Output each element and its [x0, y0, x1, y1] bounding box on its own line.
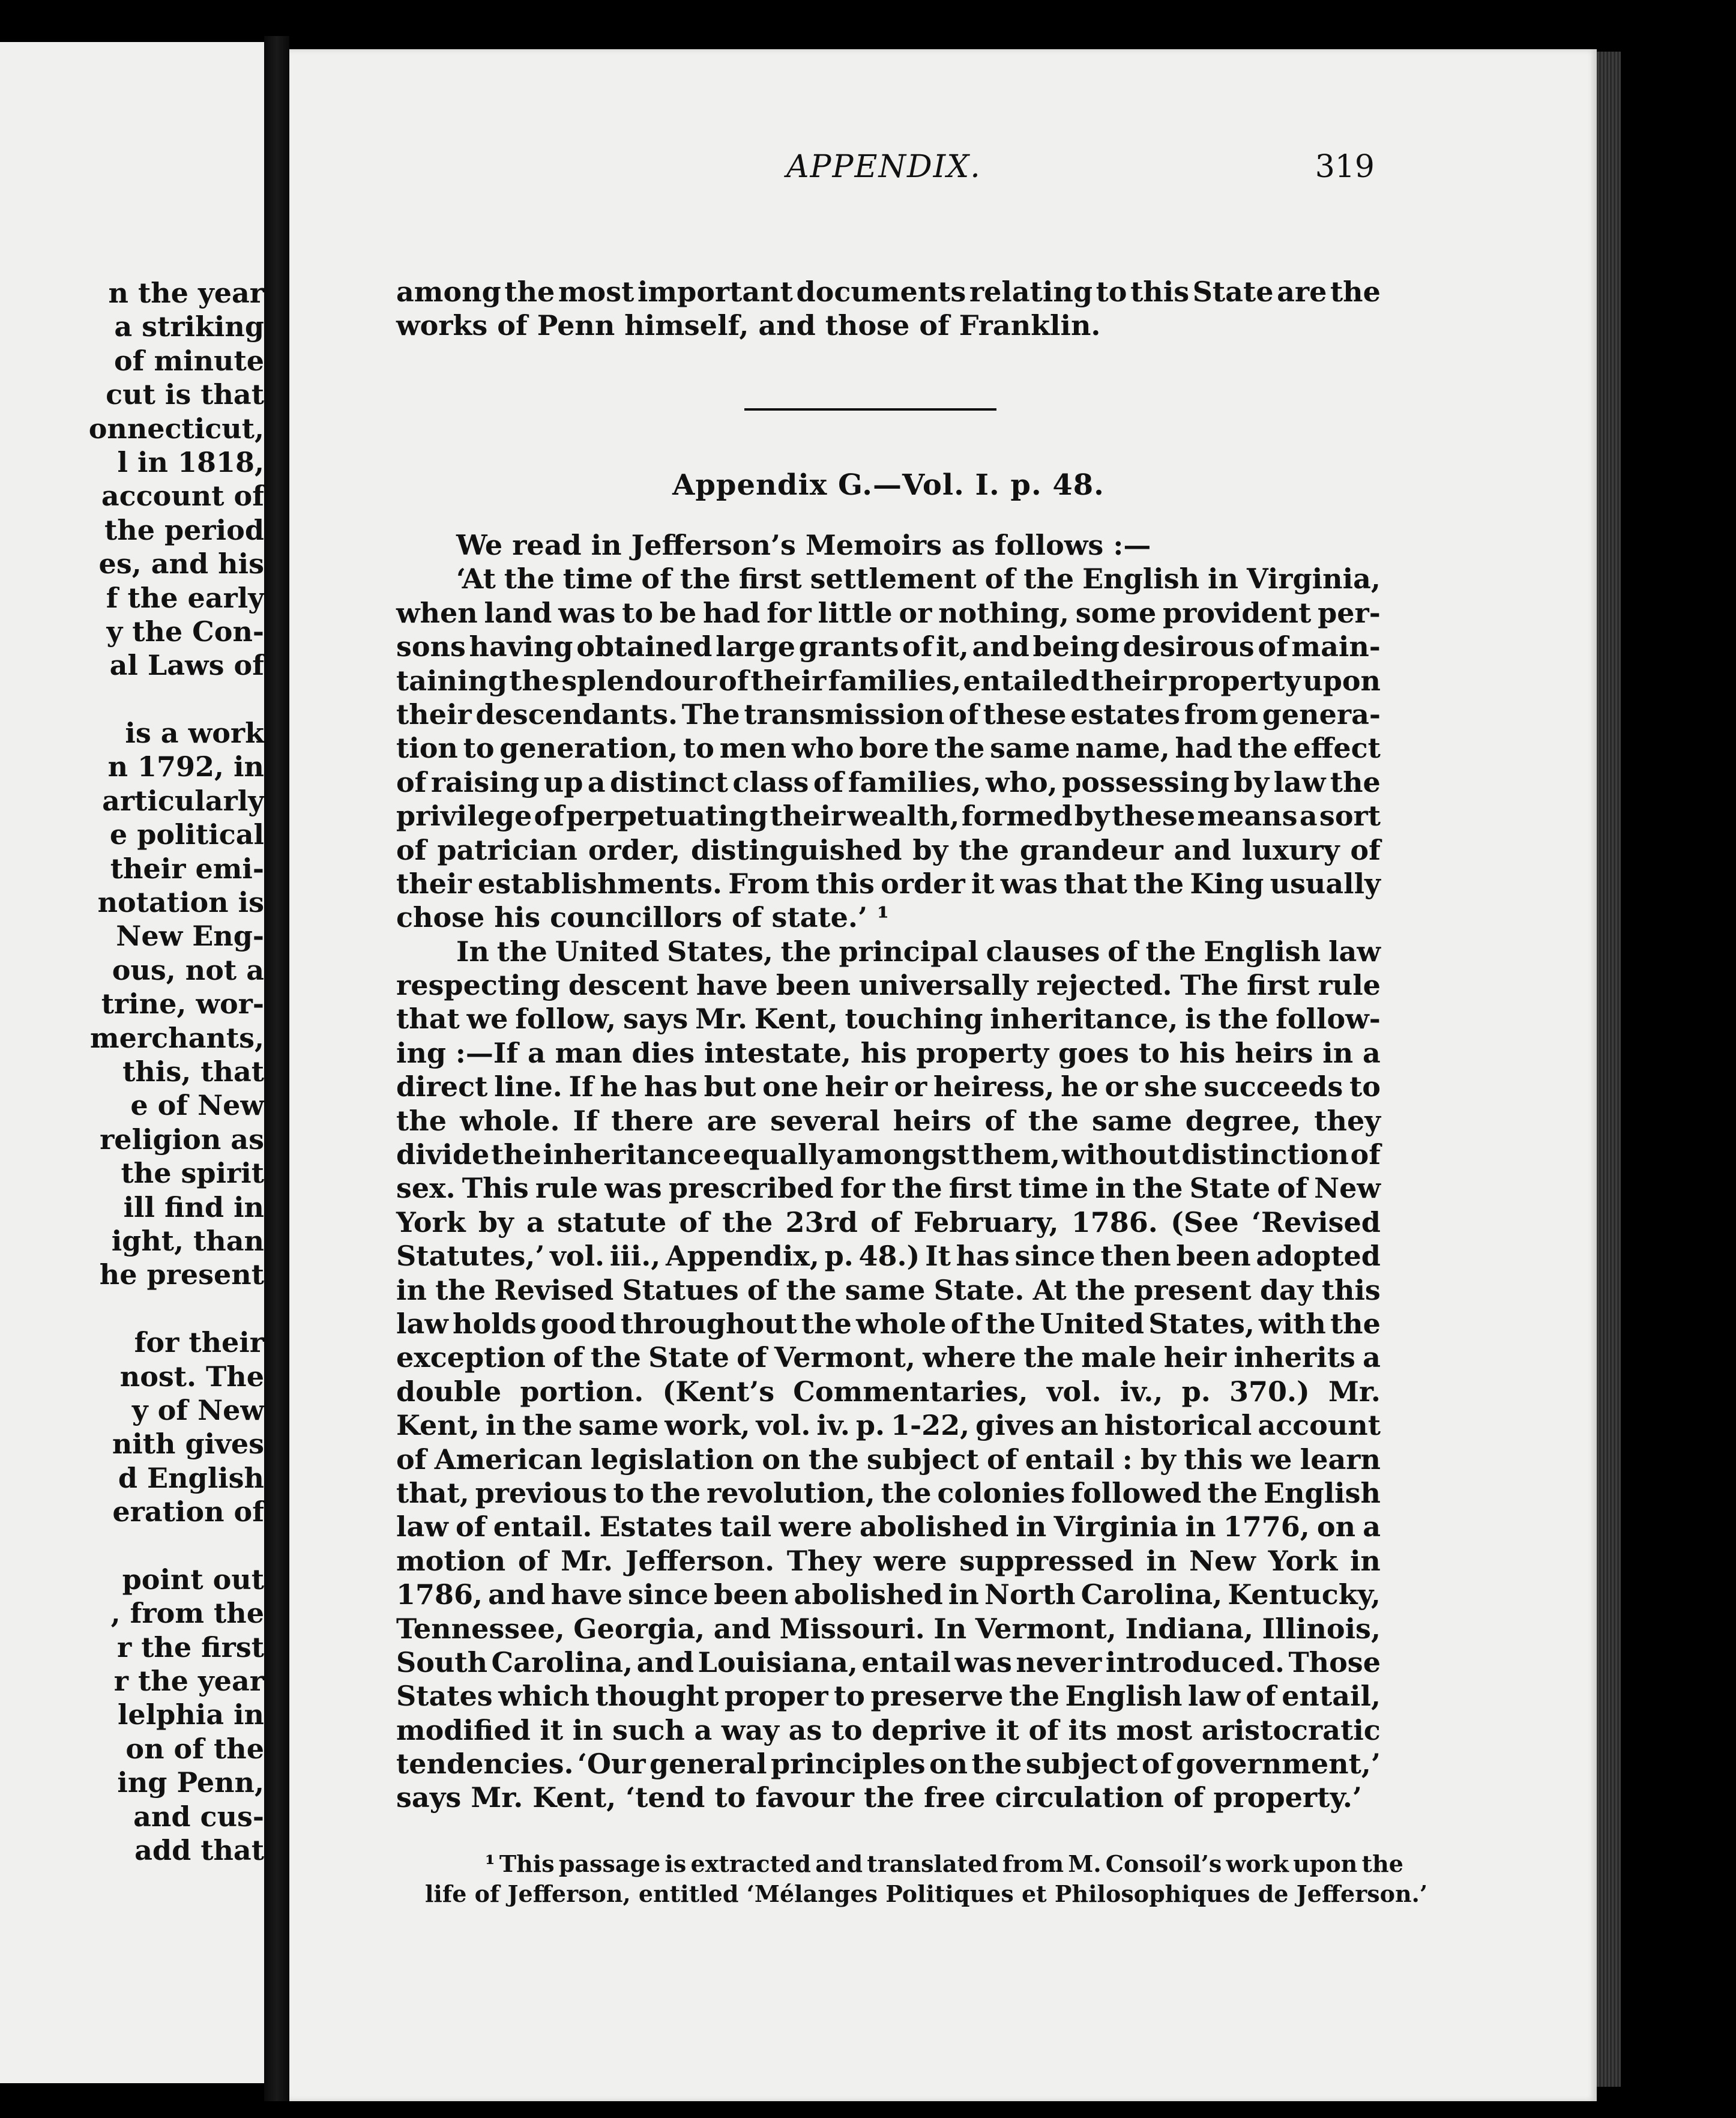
- left-facing-page: [0, 42, 264, 2083]
- left-page-line: nost. The: [119, 1360, 264, 1393]
- left-page-line: add that: [134, 1833, 264, 1866]
- left-page-line: on of the: [125, 1732, 264, 1765]
- text-line: law holds good throughout the whole of the United States, with the: [396, 1307, 1381, 1340]
- text-line: taining the splendour of their families, entailed their property upon: [396, 664, 1381, 697]
- left-page-line: he present: [99, 1258, 264, 1291]
- text-line: works of Penn himself, and those of Franklin.: [396, 309, 1101, 342]
- left-page-line: ing Penn,: [117, 1766, 264, 1799]
- text-line: chose his councillors of state.’ ¹: [396, 901, 890, 934]
- left-page-line: [89, 683, 264, 716]
- left-page-line: cut is that: [106, 378, 264, 411]
- running-title: APPENDIX.: [786, 149, 981, 185]
- text-line: that, previous to the revolution, the colonies followed the English: [396, 1476, 1381, 1509]
- text-line: in the Revised Statues of the same State. At the present day this: [396, 1273, 1381, 1306]
- left-page-line: ill find in: [123, 1190, 264, 1223]
- text-line: Statutes,’ vol. iii., Appendix, p. 48.) It has since then been adopted: [396, 1240, 1381, 1273]
- section-divider: [744, 408, 996, 411]
- text-line: double portion. (Kent’s Commentaries, vol. iv., p. 370.) Mr.: [396, 1375, 1381, 1408]
- text-line: ‘At the time of the first settlement of the English in Virginia,: [456, 563, 1381, 596]
- left-page-line: the period: [104, 513, 264, 546]
- text-line: divide the inheritance equally amongst them, without distinction of: [396, 1138, 1381, 1171]
- text-line: sex. This rule was prescribed for the first time in the State of New: [396, 1172, 1381, 1205]
- text-line: York by a statute of the 23rd of February, 1786. (See ‘Revised: [396, 1205, 1381, 1239]
- text-line: tion to generation, to men who bore the same name, had the effect: [396, 732, 1381, 765]
- left-page-line: trine, wor-: [101, 988, 264, 1021]
- text-line: their descendants. The transmission of these estates from genera-: [396, 698, 1381, 731]
- left-page-line: nith gives: [112, 1428, 264, 1461]
- left-page-line: point out: [122, 1563, 264, 1596]
- text-line: States which thought proper to preserve the English law of entail,: [396, 1680, 1381, 1713]
- left-page-line: is a work: [125, 717, 264, 750]
- text-line: when land was to be had for little or nothing, some provident per-: [396, 596, 1381, 629]
- text-line: sons having obtained large grants of it, and being desirous of main-: [396, 630, 1381, 663]
- section-heading: Appendix G.—Vol. I. p. 48.: [672, 468, 1105, 502]
- left-page-line: the spirit: [121, 1157, 264, 1190]
- left-page-line: d English: [118, 1461, 264, 1494]
- left-page-line: their emi-: [110, 852, 264, 885]
- page-edge: [1597, 52, 1621, 2087]
- left-page-text: [89, 276, 264, 1867]
- left-page-line: of minute: [113, 344, 264, 377]
- left-page-line: lelphia in: [117, 1698, 264, 1731]
- text-line: Tennessee, Georgia, and Missouri. In Vermont, Indiana, Illinois,: [396, 1612, 1381, 1645]
- left-page-line: r the first: [116, 1631, 264, 1664]
- text-line: motion of Mr. Jefferson. They were suppressed in New York in: [396, 1544, 1381, 1577]
- book-gutter: [264, 36, 289, 2101]
- left-page-line: ous, not a: [112, 953, 264, 986]
- left-page-line: onnecticut,: [88, 412, 264, 445]
- text-line: South Carolina, and Louisiana, entail was never introduced. Those: [396, 1646, 1381, 1679]
- left-page-line: l in 1818,: [117, 445, 264, 478]
- text-line: of American legislation on the subject of entail : by this we learn: [396, 1443, 1381, 1476]
- left-page-line: e of New: [130, 1089, 264, 1122]
- text-line: 1786, and have since been abolished in North Carolina, Kentucky,: [396, 1578, 1381, 1611]
- text-line: We read in Jefferson’s Memoirs as follows :—: [456, 529, 1151, 561]
- page-number: 319: [1315, 149, 1375, 185]
- text-line: of raising up a distinct class of families, who, possessing by law the: [396, 765, 1381, 798]
- left-page-line: y the Con-: [106, 615, 264, 648]
- left-page-line: account of: [101, 480, 264, 513]
- text-line: ing :—If a man dies intestate, his property goes to his heirs in a: [396, 1036, 1381, 1069]
- text-line: that we follow, says Mr. Kent, touching inheritance, is the follow-: [396, 1003, 1381, 1036]
- left-page-line: religion as: [100, 1123, 264, 1156]
- text-line: their establishments. From this order it was that the King usually: [396, 867, 1381, 900]
- left-page-line: [89, 1292, 264, 1326]
- left-page-line: n the year: [108, 277, 264, 309]
- left-page-line: r the year: [113, 1665, 264, 1698]
- body-text: [396, 528, 1381, 1815]
- left-page-line: notation is: [97, 886, 264, 919]
- left-page-line: , from the: [110, 1597, 264, 1630]
- left-page-line: e political: [109, 818, 264, 851]
- left-page-line: for their: [134, 1326, 264, 1359]
- text-line: In the United States, the principal clauses of the English law: [456, 935, 1381, 968]
- text-line: among the most important documents relating to this State are the: [396, 276, 1381, 308]
- left-page-line: y of New: [131, 1393, 264, 1426]
- text-line: law of entail. Estates tail were abolished in Virginia in 1776, on a: [396, 1510, 1381, 1543]
- text-line: tendencies. ‘Our general principles on the subject of government,’: [396, 1748, 1381, 1781]
- left-page-line: eration of: [112, 1495, 264, 1528]
- intro-paragraph: [396, 275, 1381, 343]
- footnote: [425, 1849, 1428, 1909]
- text-line: exception of the State of Vermont, where the male heir inherits a: [396, 1341, 1381, 1374]
- left-page-line: articularly: [102, 784, 264, 817]
- running-header: [498, 149, 1375, 191]
- left-page-line: and cus-: [133, 1800, 264, 1833]
- text-line: the whole. If there are several heirs of the same degree, they: [396, 1104, 1381, 1137]
- left-page-line: f the early: [106, 581, 264, 614]
- footnote-line: life of Jefferson, entitled ‘Mélanges Politiques et Philosophiques de Jefferson.’: [425, 1880, 1428, 1907]
- left-page-line: [89, 1528, 264, 1562]
- left-page-line: n 1792, in: [107, 750, 264, 783]
- text-line: modified it in such a way as to deprive it of its most aristocratic: [396, 1713, 1381, 1746]
- text-line: privilege of perpetuating their wealth, formed by these means a sort: [396, 800, 1381, 833]
- left-page-line: al Laws of: [109, 649, 264, 682]
- text-line: respecting descent have been universally rejected. The first rule: [396, 969, 1381, 1002]
- left-page-line: New Eng-: [116, 920, 264, 953]
- text-line: direct line. If he has but one heir or heiress, he or she succeeds to: [396, 1070, 1381, 1103]
- left-page-line: this, that: [122, 1055, 264, 1088]
- text-line: says Mr. Kent, ‘tend to favour the free circulation of property.’: [396, 1781, 1362, 1814]
- text-line: Kent, in the same work, vol. iv. p. 1-22, gives an historical account: [396, 1409, 1381, 1442]
- left-page-line: ight, than: [111, 1224, 264, 1257]
- left-page-line: merchants,: [89, 1021, 264, 1054]
- left-page-line: a striking: [114, 310, 264, 343]
- left-page-line: es, and his: [98, 548, 264, 581]
- text-line: of patrician order, distinguished by the grandeur and luxury of: [396, 833, 1381, 866]
- footnote-line: ¹ This passage is extracted and translated from M. Consoil’s work upon the: [485, 1850, 1403, 1877]
